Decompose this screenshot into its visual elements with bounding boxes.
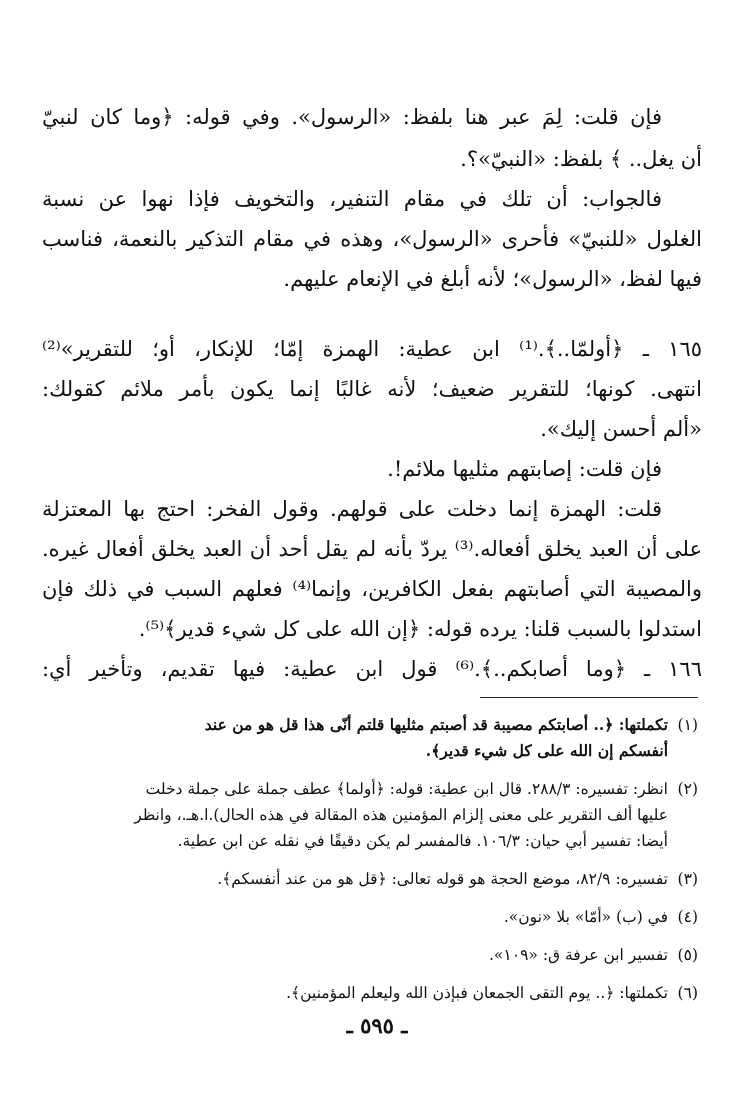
text-line: والمصيبة التي أصابتهم بفعل الكافرين، وإنما⁽⁴⁾ فعلهم السبب في ذلك فإن: [42, 577, 702, 601]
footnote-text: تفسيره: ٨٢/٩، موضع الحجة هو قوله تعالى: ﴿قل هو من عند أنفسكم﴾.: [217, 870, 668, 888]
text-line: أن يغل.. ﴾ بلفظ: «النبيّ»؟.: [460, 147, 702, 171]
footnote-text: أنفسكم إن الله على كل شيء قدير﴾.: [425, 741, 668, 760]
text-line: ١٦٥ ـ ﴿أولمّا..﴾.⁽¹⁾ ابن عطية: الهمزة إمّا؛ للإنكار، أو؛ للتقرير»⁽²⁾: [42, 337, 702, 361]
text-line: انتهى. كونها؛ للتقرير ضعيف؛ لأنه غالبًا إنما يكون بأمر ملائم كقولك:: [42, 377, 702, 401]
text-line: استدلوا بالسبب قلنا: يرده قوله: ﴿إن الله على كل شيء قدير﴾⁽⁵⁾.: [138, 617, 702, 641]
footnote-text: في (ب) «أمّا» بلا «نون».: [503, 908, 668, 926]
footnote-text: أيضا: تفسير أبي حيان: ١٠٦/٣. فالمفسر لم يكن دقيقًا في نقله عن ابن عطية.: [177, 832, 668, 850]
footnote-line: [42, 802, 668, 828]
footnote-text: تكملتها: ﴿.. أصابتكم مصيبة قد أصبتم مثليها قلتم أنّى هذا قل هو من عند: [204, 715, 668, 734]
page-number: ـ ٥٩٥ ـ: [346, 1013, 408, 1038]
footnote-divider: [480, 697, 698, 698]
text-line: فيها لفظ، «الرسول»؛ لأنه أبلغ في الإنعام عليهم.: [283, 267, 702, 291]
text-line: فإن قلت: إصابتهم مثليها ملائم!.: [387, 457, 662, 481]
footnote-line: [42, 738, 668, 764]
text-line: فإن قلت: لِمَ عبر هنا بلفظ: «الرسول». وفي قوله: ﴿وما كان لنبيّ: [42, 105, 662, 129]
footnote-line: [42, 712, 698, 738]
text-line: فالجواب: أن تلك في مقام التنفير، والتخويف فإذا نهوا عن نسبة: [42, 187, 662, 211]
footnote-number: (٥): [677, 946, 698, 964]
text-line: الغلول «للنبيّ» فأحرى «الرسول»، وهذه في مقام التذكير بالنعمة، فناسب: [42, 227, 702, 251]
text-line: قلت: الهمزة إنما دخلت على قولهم. وقول الفخر: احتج بها المعتزلة: [42, 497, 662, 521]
footnote-number: (٢): [677, 780, 698, 798]
footnote-line: [42, 828, 668, 854]
footnote-line: [42, 776, 698, 802]
footnote-line: [42, 904, 698, 930]
footnote-text: عليها ألف التقرير على معنى إلزام المؤمنين هذه المقالة في هذه الحال).ا.هـ.، وانظر: [134, 806, 668, 824]
footnote-number: (٤): [677, 908, 698, 926]
text-line: على أن العبد يخلق أفعاله.⁽³⁾ يردّ بأنه لم يقل أحد أن العبد يخلق أفعال غيره.: [42, 537, 702, 561]
footnote-line: [42, 980, 698, 1006]
text-line: ١٦٦ ـ ﴿وما أصابكم..﴾.⁽⁶⁾ قول ابن عطية: فيها تقديم، وتأخير أي:: [42, 657, 702, 681]
footnote-number: (٣): [677, 870, 698, 888]
footnote-text: انظر: تفسيره: ٢٨٨/٣. قال ابن عطية: قوله: ﴿أولما﴾ عطف جملة على جملة دخلت: [145, 780, 668, 798]
footnote-number: (٦): [677, 984, 698, 1002]
text-line: «ألم أحسن إليك».: [540, 417, 702, 441]
footnote-line: [42, 942, 698, 968]
footnote-text: تكملتها: ﴿.. يوم التقى الجمعان فبإذن الله وليعلم المؤمنين﴾.: [286, 984, 668, 1002]
footnote-line: [42, 866, 698, 892]
footnote-number: (١): [677, 716, 698, 734]
footnote-text: تفسير ابن عرفة ق: «١٠٩».: [489, 946, 668, 964]
